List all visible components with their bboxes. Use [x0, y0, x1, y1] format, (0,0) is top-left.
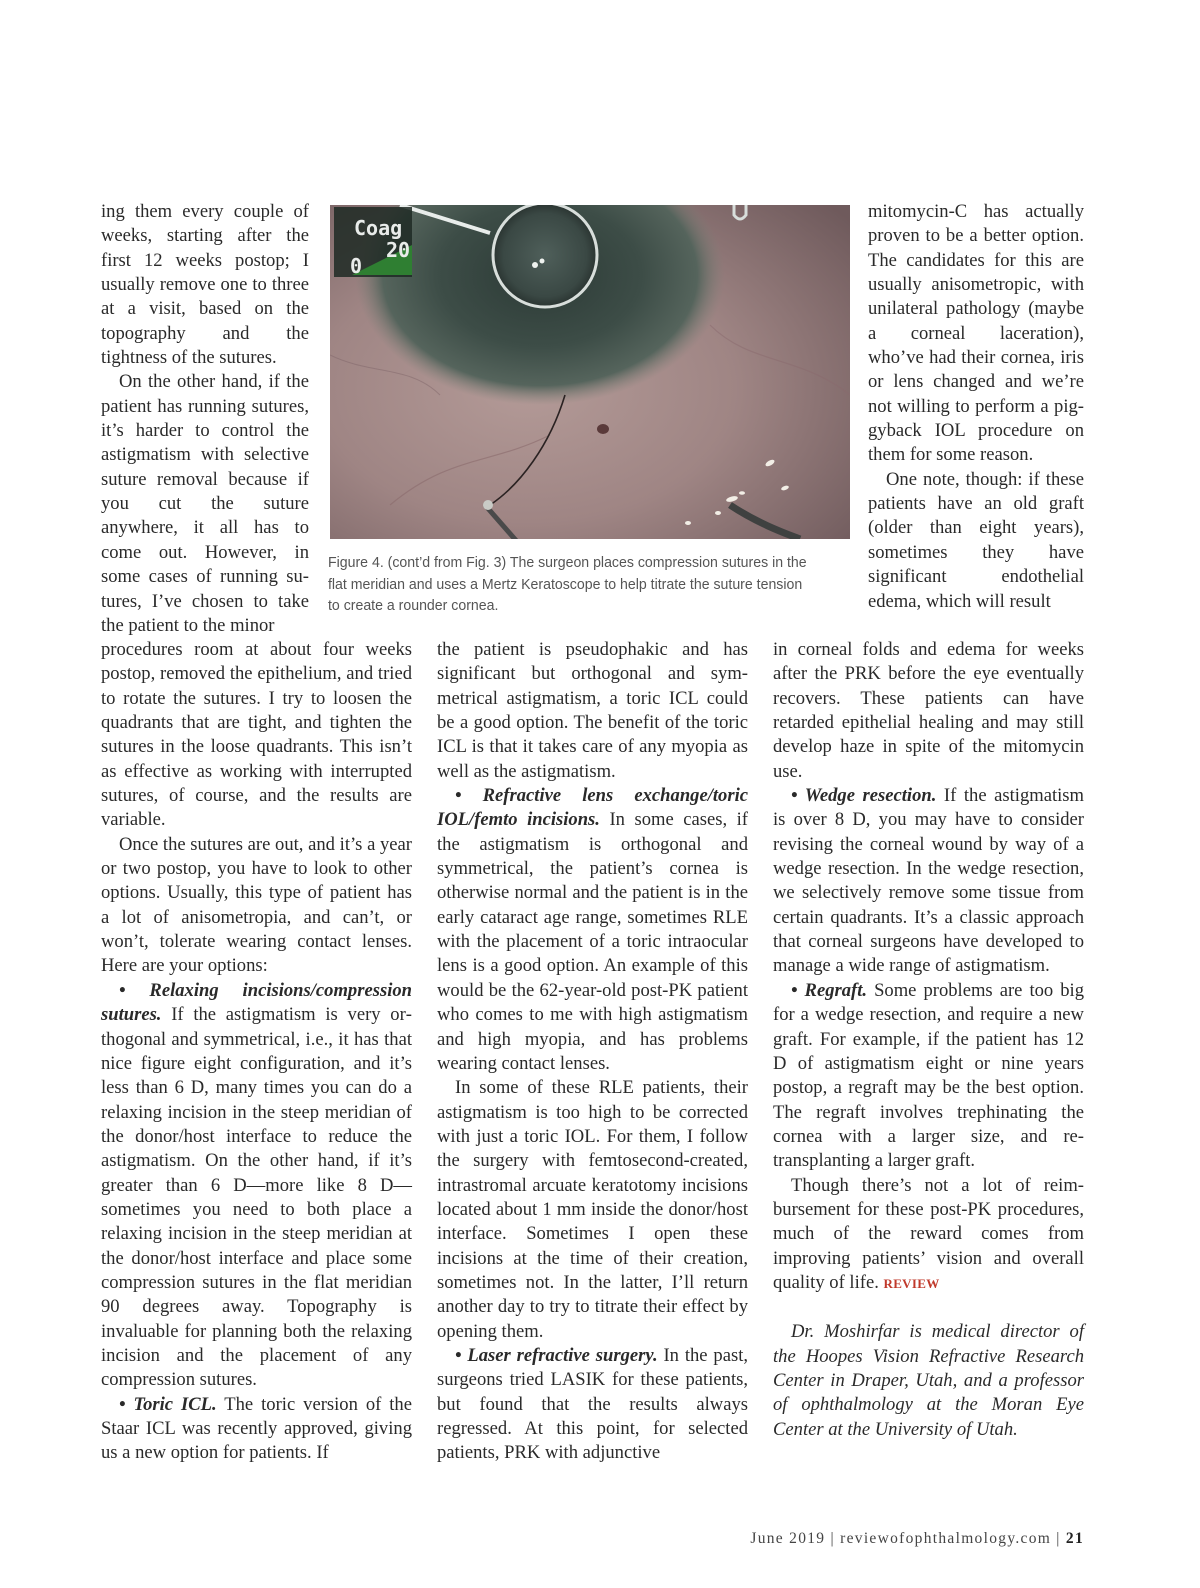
paragraph: On the other hand, if the patient has running sutures, it’s harder to control the astigmatism with selective suture removal because if you cut the suture anywhere, it all has to come out. However, in some cases of running sutures, I’ve chosen to take the patient to the minor	[101, 371, 309, 636]
separator: |	[825, 1530, 841, 1547]
author-bio: Dr. Moshirfar is medical director of the Hoopes Vision Refractive Research Center in Draper, Utah, and a professor of ophthalmology at the Moran Eye Center at the University of Utah.	[773, 1321, 1084, 1440]
subhead: • Wedge resection.	[791, 785, 937, 807]
paragraph: One note, though: if these patients have an old graft (older than eight years), sometimes they have significant endothelial edema, which will result	[868, 468, 1084, 612]
paragraph	[101, 1393, 412, 1466]
paragraph	[773, 979, 1084, 1174]
review-end-mark: REVIEW	[883, 1275, 940, 1291]
column-1-upper	[101, 200, 309, 638]
paragraph-text: If the astigmatism is over 8 D, you may have to consider revising the corneal wound by way of a wedge resection. In the wedge resection, we selectively remove some tissue from certain quadrants. It’s a classic approach that corneal surgeons have developed to manage a wide range of astigmatism.	[773, 785, 1084, 977]
paragraph: in corneal folds and edema for weeks after the PRK before the eye eventually recovers. These patients can have retarded epithelial healing and may still develop haze in spite of the mitomycin use.	[773, 639, 1084, 782]
subhead: • Regraft.	[791, 979, 868, 1001]
paragraph: procedures room at about four weeks postop, removed the epithelium, and tried to rotate the sutures. I try to loosen the quadrants that are tight, and tighten the sutures in the loose quadrants. This isn’t as effective as working with interrupted sutures, of course, and the results are variable.	[101, 639, 412, 831]
issue-date: June 2019	[750, 1530, 826, 1547]
paragraph: the patient is pseudophakic and has significant but orthogonal and symmetrical astigmatism, a toric ICL could be a good option. The benefit of the toric ICL is that it takes care of any myopia as well as the astigmatism.	[437, 639, 748, 782]
paragraph-text: In some cases, if the astigmatism is orthogonal and symmetrical, the patient’s cornea is otherwise normal and the patient is in the early cataract age range, sometimes RLE with the placement of a toric intraocular lens is a good option. An example of this would be the 62-year-old post-PK patient who comes to me with high astigmatism and high myopia, and has problems wearing contact lenses.	[437, 809, 748, 1074]
subhead: • Laser refractive surgery.	[455, 1344, 658, 1366]
overlay-mode: Coag	[354, 216, 403, 240]
paragraph	[773, 1174, 1084, 1297]
paragraph: ing them every couple of weeks, starting after the first 12 weeks postop; I usually remove one to three at a visit, based on the topography and the tightness of the sutures.	[101, 201, 309, 369]
paragraph: Once the sutures are out, and it’s a year or two postop, you have to look to other options. Usually, this type of patient has a lot of anisometropia, and can’t, or won’t, tolerate wearing contact lenses. Here are your options:	[101, 833, 412, 977]
subhead: • Refractive lens exchange/toric IOL/femto incisions.	[437, 785, 748, 831]
paragraph	[437, 1344, 748, 1466]
paragraph	[773, 784, 1084, 979]
paragraph	[101, 979, 412, 1393]
separator: |	[1051, 1530, 1066, 1547]
page-number: 21	[1065, 1530, 1084, 1547]
paragraph: In some of these RLE patients, their astigmatism is too high to be corrected with just a toric IOL. For them, I follow the surgery with femtosecond-created, intrastromal arcuate keratotomy incisions located about 1 mm inside the donor/host interface. Sometimes I open these incisions at the time of their creation, sometimes not. In the latter, I’ll return another day to try to titrate their effect by opening them.	[437, 1077, 748, 1342]
spacer	[773, 1296, 1084, 1320]
figure-photo	[330, 205, 850, 539]
column-3-upper	[868, 200, 1084, 614]
paragraph-text: Though there’s not a lot of reimbursement for these post-PK procedures, much of the reward comes from improving patients’ vision and overall quality of life.	[773, 1174, 1084, 1293]
column-3-lower	[773, 638, 1084, 1442]
overlay-value: 20	[386, 238, 411, 262]
figure-caption: Figure 4. (cont’d from Fig. 3) The surgeon places compression sutures in the flat meridian and uses a Mertz Keratoscope to help titrate the suture tension to create a rounder cornea.	[328, 554, 807, 615]
paragraph	[437, 784, 748, 1076]
subhead: • Toric ICL.	[119, 1393, 217, 1415]
page-footer	[750, 1530, 1084, 1548]
overlay-zero: 0	[350, 254, 363, 278]
eye-surgery-image	[330, 205, 850, 539]
paragraph-text: In the past, surgeons tried LASIK for these patients, but found that the results always regressed. At this point, for selected patients, PRK with adjunctive	[437, 1344, 749, 1464]
subhead: • Relaxing incisions/compression sutures.	[101, 979, 412, 1026]
paragraph: mitomycin-C has actually proven to be a better option. The candidates for this are usually anisometropic, with unilateral pathology (maybe a corneal laceration), who’ve had their cornea, iris or lens changed and we’re not willing to perform a piggyback IOL procedure on them for some reason.	[868, 201, 1084, 466]
column-2	[437, 638, 748, 1466]
paragraph-text: The toric version of the Staar ICL was recently approved, giving us a new option for patients. If	[101, 1393, 412, 1464]
website: reviewofophthalmology.com	[840, 1530, 1052, 1547]
column-1-lower	[101, 638, 412, 1466]
paragraph-text: If the astigmatism is very orthogonal and symmetrical, i.e., it has that nice figure eight configuration, and it’s less than 6 D, many times you can do a relaxing incision in the steep meridian of the donor/host interface to reduce the astigmatism. On the other hand, if it’s greater than 6 D—more like 8 D—sometimes you need to both place a relaxing incision in the steep meridian at the donor/host interface and place some compression sutures in the flat meridian 90 degrees away. Topography is invaluable for planning both the relaxing incision and the placement of any compression sutures.	[101, 1004, 412, 1391]
paragraph-text: Some problems are too big for a wedge resection, and require a new graft. For example, if the patient has 12 D of astigmatism eight or nine years postop, a regraft may be the best option. The regraft involves trephinating the cornea with a larger size, and re-transplanting a larger graft.	[773, 979, 1084, 1172]
